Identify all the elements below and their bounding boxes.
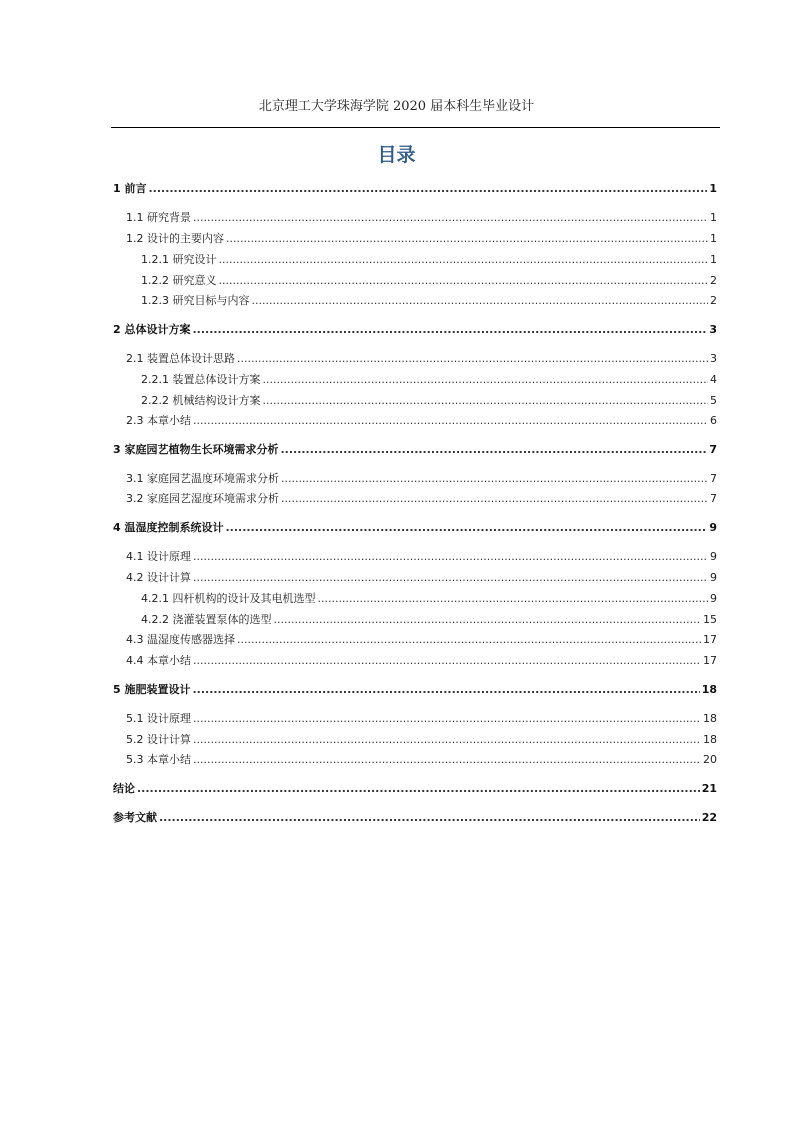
toc-entry-page: 18	[703, 733, 717, 746]
toc-entry-label: 4.2 设计计算	[126, 571, 191, 584]
toc-entry[interactable]	[141, 252, 717, 268]
toc-leader-dots	[193, 413, 708, 429]
toc-entry-page: 18	[701, 683, 717, 696]
toc-entry-label: 5.2 设计计算	[126, 733, 191, 746]
toc-entry-page: 1	[709, 182, 717, 195]
toc-leader-dots	[274, 612, 702, 628]
toc-entry-page: 2	[710, 294, 717, 307]
toc-entry-label: 3.2 家庭园艺湿度环境需求分析	[126, 492, 279, 505]
toc-entry-label: 1 前言	[113, 182, 147, 195]
toc-leader-dots	[193, 210, 708, 226]
toc-entry-label: 4.3 温湿度传感器选择	[126, 633, 235, 646]
toc-entry-label: 1.2.3 研究目标与内容	[141, 294, 250, 307]
toc-entry[interactable]	[141, 372, 717, 388]
toc-entry[interactable]	[126, 632, 717, 648]
toc-entry[interactable]	[113, 520, 717, 536]
toc-entry-label: 结论	[113, 782, 135, 795]
toc-entry[interactable]	[113, 442, 717, 458]
toc-entry-page: 2	[710, 274, 717, 287]
toc-entry-label: 5.3 本章小结	[126, 753, 191, 766]
toc-entry-page: 4	[710, 373, 717, 386]
toc-entry[interactable]	[126, 732, 717, 748]
toc-entry-label: 5 施肥装置设计	[113, 683, 191, 696]
toc-leader-dots	[193, 752, 701, 768]
toc-entry-page: 3	[710, 352, 717, 365]
toc-entry-page: 17	[703, 633, 717, 646]
toc-leader-dots	[281, 471, 708, 487]
toc-entry[interactable]	[126, 210, 717, 226]
toc-entry-page: 1	[710, 253, 717, 266]
toc-leader-dots	[193, 570, 708, 586]
toc-entry[interactable]	[126, 231, 717, 247]
toc-title: 目录	[377, 144, 416, 166]
toc-entry[interactable]	[126, 653, 717, 669]
toc-entry-page: 7	[709, 443, 717, 456]
toc-entry[interactable]	[141, 612, 717, 628]
toc-entry[interactable]	[126, 711, 717, 727]
toc-entry[interactable]	[126, 752, 717, 768]
toc-entry[interactable]	[126, 570, 717, 586]
toc-entry-label: 2.2.2 机械结构设计方案	[141, 394, 261, 407]
toc-leader-dots	[226, 231, 708, 247]
toc-leader-dots	[281, 491, 708, 507]
toc-leader-dots	[280, 442, 707, 458]
toc-entry[interactable]	[113, 322, 717, 338]
toc-entry-page: 20	[703, 753, 717, 766]
toc-leader-dots	[193, 711, 701, 727]
toc-entry-label: 3.1 家庭园艺温度环境需求分析	[126, 472, 279, 485]
toc-entry[interactable]	[126, 491, 717, 507]
toc-entry-label: 参考文献	[113, 811, 157, 824]
toc-entry-page: 6	[710, 414, 717, 427]
toc-leader-dots	[193, 653, 701, 669]
toc-entry-page: 1	[710, 232, 717, 245]
toc-leader-dots	[148, 181, 707, 197]
toc-entry-label: 1.2.1 研究设计	[141, 253, 217, 266]
toc-entry-page: 9	[709, 521, 717, 534]
toc-leader-dots	[263, 372, 709, 388]
toc-leader-dots	[263, 393, 709, 409]
toc-entry-label: 2.3 本章小结	[126, 414, 191, 427]
toc-leader-dots	[159, 810, 700, 826]
toc-entry[interactable]	[141, 393, 717, 409]
toc-entry[interactable]	[126, 351, 717, 367]
toc-leader-dots	[219, 273, 709, 289]
toc-entry-page: 18	[703, 712, 717, 725]
toc-entry-label: 3 家庭园艺植物生长环境需求分析	[113, 443, 279, 456]
toc-leader-dots	[237, 632, 701, 648]
toc-entry[interactable]	[141, 273, 717, 289]
toc-entry-page: 22	[701, 811, 717, 824]
toc-entry-page: 7	[710, 492, 717, 505]
toc-leader-dots	[193, 549, 708, 565]
toc-leader-dots	[252, 293, 709, 309]
toc-entry-label: 4.2.2 浇灌装置泵体的选型	[141, 613, 272, 626]
toc-entry[interactable]	[141, 591, 717, 607]
toc-leader-dots	[237, 351, 708, 367]
toc-leader-dots	[193, 732, 701, 748]
toc-entry[interactable]	[141, 293, 717, 309]
toc-entry-label: 5.1 设计原理	[126, 712, 191, 725]
toc-leader-dots	[219, 252, 709, 268]
toc-entry-page: 15	[703, 613, 717, 626]
toc-leader-dots	[192, 322, 707, 338]
toc-entry-label: 4 温湿度控制系统设计	[113, 521, 224, 534]
toc-entry-label: 4.2.1 四杆机构的设计及其电机选型	[141, 592, 316, 605]
toc-entry-page: 1	[710, 211, 717, 224]
toc-leader-dots	[317, 591, 708, 607]
toc-entry[interactable]	[126, 471, 717, 487]
toc-entry[interactable]	[126, 549, 717, 565]
toc-entry-label: 2.2.1 装置总体设计方案	[141, 373, 261, 386]
toc-entry[interactable]	[113, 181, 717, 197]
toc-entry-page: 21	[701, 782, 717, 795]
toc-entry[interactable]	[113, 781, 717, 797]
toc-entry[interactable]	[126, 413, 717, 429]
toc-entry-page: 9	[710, 571, 717, 584]
toc-entry-page: 5	[710, 394, 717, 407]
toc-entry-label: 1.2.2 研究意义	[141, 274, 217, 287]
toc-entry-page: 7	[710, 472, 717, 485]
toc-leader-dots	[137, 781, 700, 797]
toc-entry-label: 4.4 本章小结	[126, 654, 191, 667]
toc-leader-dots	[192, 682, 699, 698]
toc-entry-label: 1.1 研究背景	[126, 211, 191, 224]
toc-entry[interactable]	[113, 682, 717, 698]
toc-entry-page: 9	[710, 592, 717, 605]
toc-entry-label: 2.1 装置总体设计思路	[126, 352, 235, 365]
toc-entry-label: 4.1 设计原理	[126, 550, 191, 563]
toc-entry-label: 2 总体设计方案	[113, 323, 191, 336]
toc-entry[interactable]	[113, 810, 717, 826]
toc-leader-dots	[225, 520, 707, 536]
toc-entry-page: 9	[710, 550, 717, 563]
header-text: 北京理工大学珠海学院 2020 届本科生毕业设计	[258, 99, 535, 114]
toc-entry-page: 17	[703, 654, 717, 667]
toc-entry-label: 1.2 设计的主要内容	[126, 232, 224, 245]
toc-entry-page: 3	[709, 323, 717, 336]
